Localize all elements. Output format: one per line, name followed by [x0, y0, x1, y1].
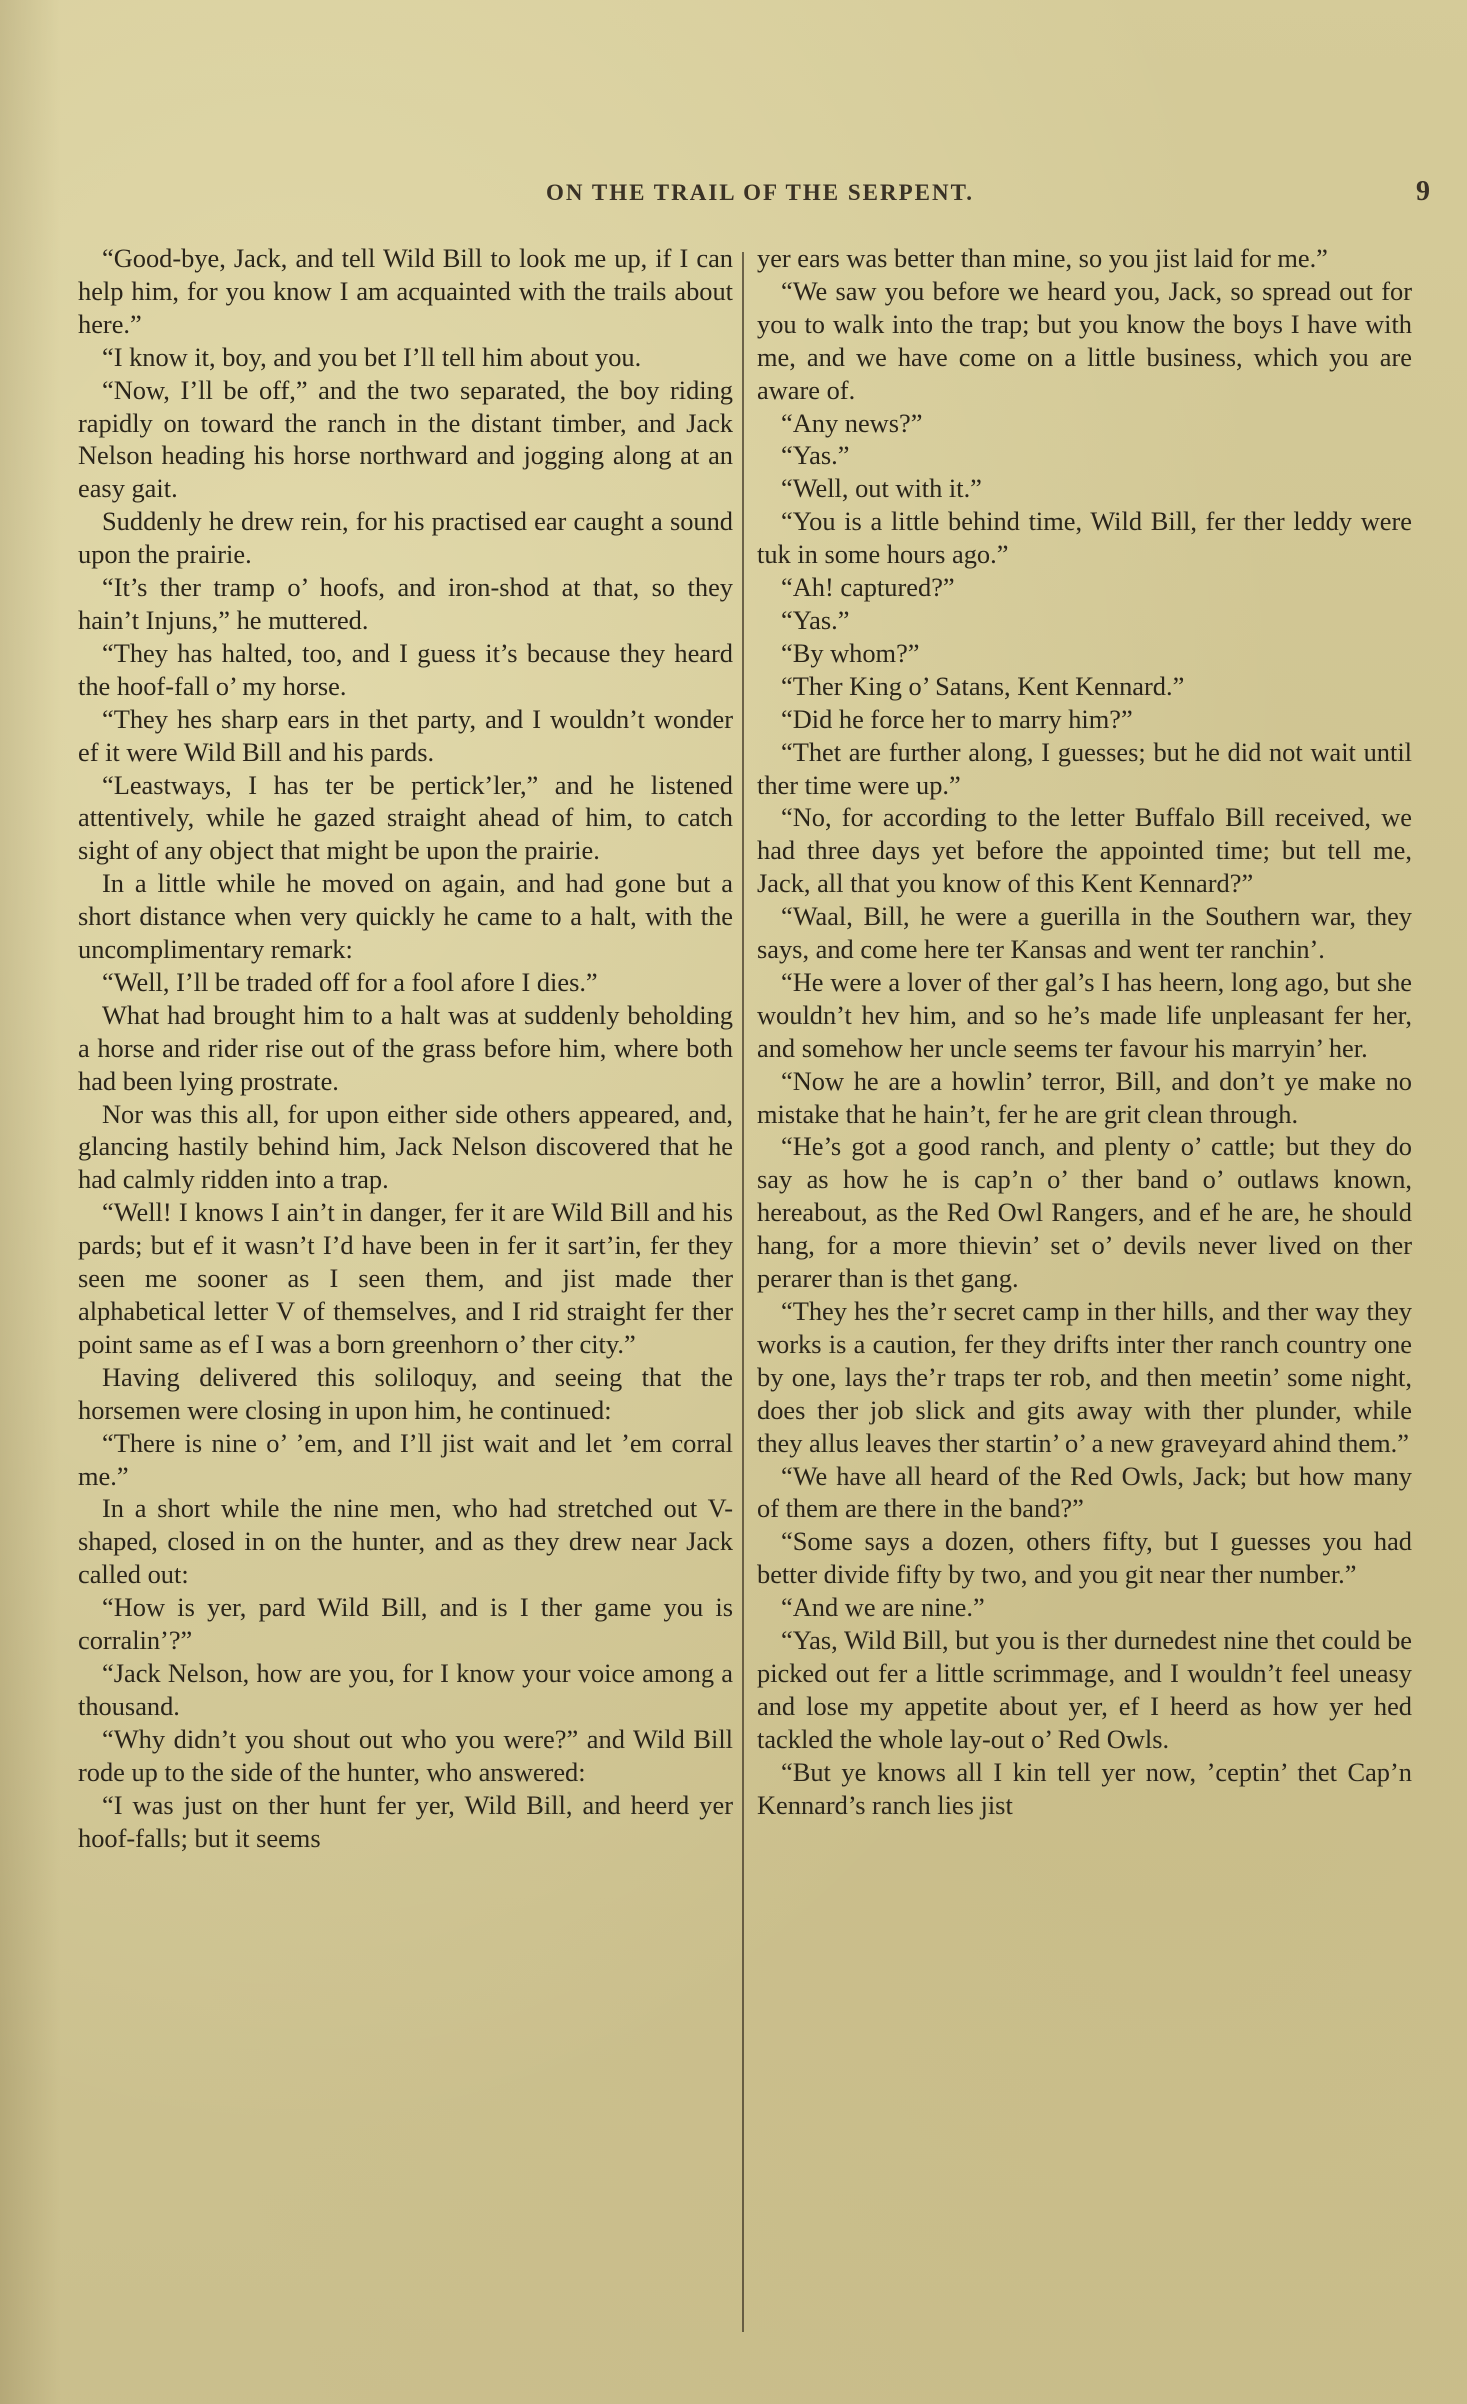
paragraph: “Yas.”	[781, 440, 850, 471]
paragraph: “Yas.”	[781, 604, 850, 635]
paragraph: yer ears was better than mine, so you jist laid for me.”	[757, 243, 1328, 273]
paragraph: “How is yer, pard Wild Bill, and is I ther game you is corralin’?”	[78, 1592, 733, 1656]
paragraph: “Waal, Bill, he were a guerilla in the Southern war, they says, and come here ter Kansas and went ter ranchin’.	[757, 901, 1412, 965]
paragraph: In a short while the nine men, who had stretched out V-shaped, closed in on the hunter, and as they drew near Jack called out:	[78, 1493, 733, 1590]
paragraph: Having delivered this soliloquy, and seeing that the horsemen were closing in upon him, he continued:	[78, 1361, 733, 1425]
column-divider	[742, 252, 744, 2332]
running-head	[90, 176, 1430, 216]
paragraph: “Good-bye, Jack, and tell Wild Bill to look me up, if I can help him, for you know I am acquainted with the trails about here.”	[78, 243, 733, 339]
paragraph: “Well! I knows I ain’t in danger, fer it are Wild Bill and his pards; but ef it wasn’t I’d have been in fer it sart’in, fer they seen me sooner as I seen them, and jist made ther alphabetical letter V of themselves, and I rid straight fer ther point same as ef I was a born greenhorn o’ ther city.”	[78, 1197, 733, 1359]
paragraph: “We saw you before we heard you, Jack, so spread out for you to walk into the trap; but you know the boys I have with me, and we have come on a little business, which you are aware of.	[757, 275, 1412, 405]
paragraph: “We have all heard of the Red Owls, Jack; but how many of them are there in the band?”	[757, 1460, 1412, 1524]
paragraph: “Now, I’ll be off,” and the two separated, the boy riding rapidly on toward the ranch in the distant timber, and Jack Nelson heading his horse northward and jogging along at an easy gait.	[78, 374, 733, 504]
paragraph: “They hes sharp ears in thet party, and I wouldn’t wonder ef it were Wild Bill and his pards.	[78, 703, 733, 767]
paragraph: “By whom?”	[781, 637, 920, 668]
paragraph: In a little while he moved on again, and had gone but a short distance when very quickly he came to a halt, with the uncomplimentary remark:	[78, 868, 733, 965]
paragraph: Suddenly he drew rein, for his practised ear caught a sound upon the prairie.	[78, 506, 733, 570]
paragraph: “Ther King o’ Satans, Kent Kennard.”	[781, 670, 1185, 701]
paragraph: “They hes the’r secret camp in ther hills, and ther way they works is a caution, fer they drifts inter ther ranch country one by one, lays the’r traps ter rob, and then meetin’ some night, does ther job slick and gits away with ther plunder, while they allus leaves ther startin’ o’ a new graveyard ahind them.”	[757, 1296, 1412, 1458]
left-column	[78, 242, 733, 1854]
paragraph: “It’s ther tramp o’ hoofs, and iron-shod at that, so they hain’t Injuns,” he muttered.	[78, 572, 733, 635]
paragraph: “Jack Nelson, how are you, for I know your voice among a thousand.	[78, 1657, 733, 1721]
paragraph: “Why didn’t you shout out who you were?” and Wild Bill rode up to the side of the hunter, who answered:	[78, 1723, 733, 1787]
paragraph: What had brought him to a halt was at suddenly beholding a horse and rider rise out of the grass before him, where both had been lying prostrate.	[78, 999, 733, 1096]
paragraph: “Now he are a howlin’ terror, Bill, and don’t ye make no mistake that he hain’t, fer he are grit clean through.	[757, 1065, 1412, 1129]
paragraph: “Some says a dozen, others fifty, but I guesses you had better divide fifty by two, and you git near ther number.”	[757, 1526, 1412, 1590]
paragraph: “You is a little behind time, Wild Bill, fer ther leddy were tuk in some hours ago.”	[757, 506, 1412, 570]
right-column	[757, 242, 1412, 1822]
paragraph: “Well, I’ll be traded off for a fool afore I dies.”	[102, 966, 598, 997]
paragraph: “Well, out with it.”	[781, 473, 982, 504]
paragraph: “I was just on ther hunt fer yer, Wild Bill, and heerd yer hoof-falls; but it seems	[78, 1789, 733, 1853]
paragraph: “Did he force her to marry him?”	[781, 703, 1133, 734]
paragraph: “No, for according to the letter Buffalo Bill received, we had three days yet before the appointed time; but tell me, Jack, all that you know of this Kent Kennard?”	[757, 802, 1412, 899]
page-number: 9	[1416, 176, 1430, 207]
paragraph: “Any news?”	[781, 407, 923, 438]
paragraph: “There is nine o’ ’em, and I’ll jist wait and let ’em corral me.”	[78, 1427, 733, 1491]
paragraph: “Yas, Wild Bill, but you is ther durnedest nine thet could be picked out fer a little scrimmage, and I wouldn’t feel uneasy and lose my appetite about yer, ef I heerd as how yer hed tackled the whole lay-out o’ Red Owls.	[757, 1625, 1412, 1754]
paragraph: “They has halted, too, and I guess it’s because they heard the hoof-fall o’ my horse.	[78, 637, 733, 701]
paragraph: “And we are nine.”	[781, 1592, 985, 1623]
paragraph: “He’s got a good ranch, and plenty o’ cattle; but they do say as how he is cap’n o’ ther band o’ outlaws known, hereabout, as the Red Owl Rangers, and ef he are, he should hang, for a more thievin’ set o’ devils never lived on ther perarer than is thet gang.	[757, 1131, 1412, 1294]
paragraph: “Leastways, I has ter be pertick’ler,” and he listened attentively, while he gazed straight ahead of him, to catch sight of any object that might be upon the prairie.	[78, 769, 733, 866]
running-title: ON THE TRAIL OF THE SERPENT.	[546, 180, 974, 205]
paragraph: “I know it, boy, and you bet I’ll tell him about you.	[102, 341, 642, 372]
paragraph: “Ah! captured?”	[781, 572, 955, 603]
paragraph: “But ye knows all I kin tell yer now, ’ceptin’ thet Cap’n Kennard’s ranch lies jist	[757, 1756, 1412, 1820]
paragraph: “Thet are further along, I guesses; but he did not wait until ther time were up.”	[757, 736, 1412, 800]
paragraph: Nor was this all, for upon either side others appeared, and, glancing hastily behind him, Jack Nelson discovered that he had calmly ridden into a trap.	[78, 1098, 733, 1195]
paragraph: “He were a lover of ther gal’s I has heern, long ago, but she wouldn’t hev him, and so he’s made life unpleasant fer her, and somehow her uncle seems ter favour his marryin’ her.	[757, 966, 1412, 1063]
